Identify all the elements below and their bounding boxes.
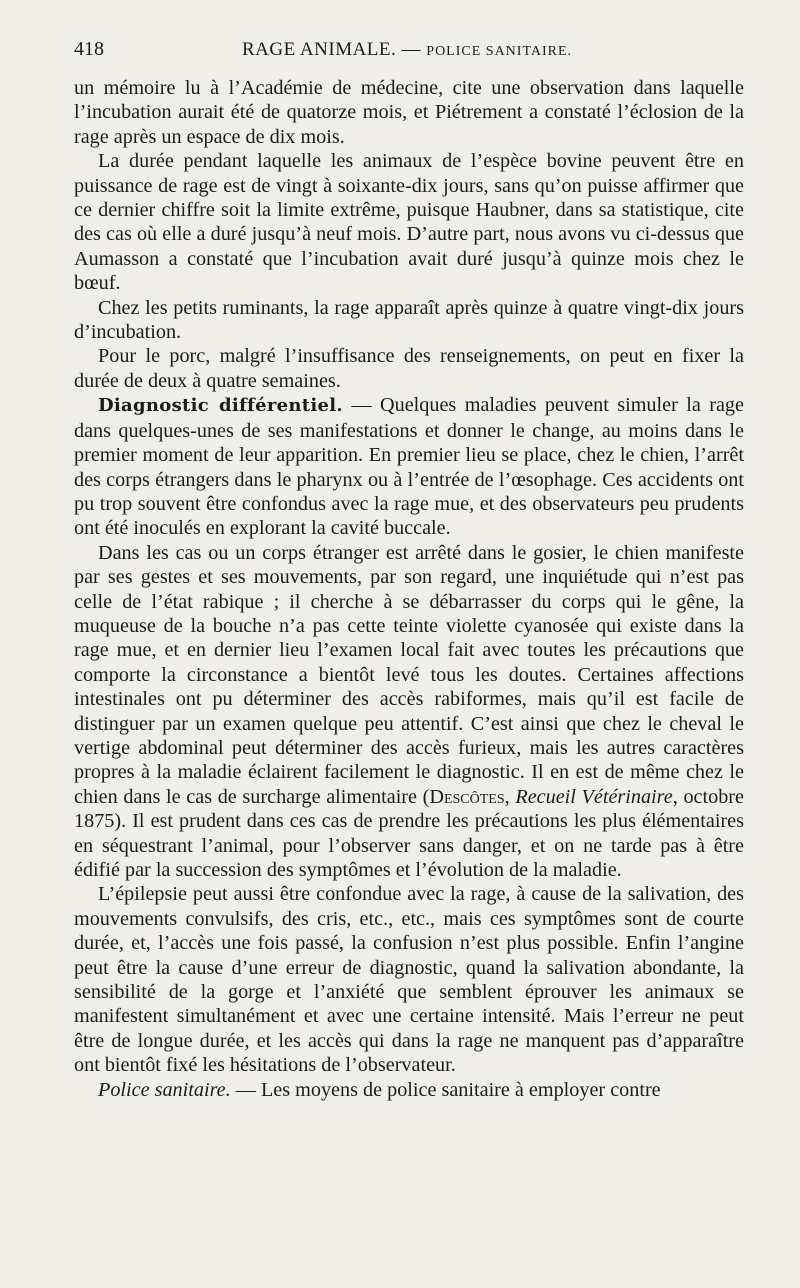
- paragraph-pig: Pour le porc, malgré l’insuffisance des renseignements, on peut en fixer la durée de deux à quatre semaines.: [74, 345, 744, 392]
- paragraph-text: ,: [504, 785, 516, 808]
- section-heading-police: Police sanitaire.: [98, 1078, 231, 1101]
- journal-title: Recueil Vétérinaire: [515, 785, 673, 808]
- paragraph-bovine-incubation: La durée pendant laquelle les animaux de l’espèce bovine peuvent être en puissance de rage est de vingt à soixante-dix jours, sans qu’on puisse affirmer que ce dernier chiffre soit la limite extrême, puisque Haubner, dans sa statistique, cite des cas où elle a duré jusqu’à neuf mois. D’autre part, nous avons vu ci-dessus que Aumasson a constaté que l’incubation avait duré jusqu’à quinze mois chez le bœuf.: [74, 150, 744, 295]
- section-heading-diagnostic: Diagnostic différentiel.: [98, 395, 343, 417]
- running-subtitle: POLICE SANITAIRE.: [426, 44, 573, 59]
- page-number: 418: [74, 38, 104, 60]
- paragraph-text: — Les moyens de police sanitaire à employer contre: [230, 1078, 661, 1101]
- page-header: [74, 38, 744, 72]
- paragraph-continuation: un mémoire lu à l’Académie de médecine, cite une observation dans laquelle l’incubation aurait été de quatorze mois, et Piétrement a constaté l’éclosion de la rage après un espace de dix mois.: [74, 77, 744, 148]
- paragraph-foreign-body: [74, 541, 744, 883]
- running-head: [164, 39, 744, 61]
- paragraph-epilepsy: L’épilepsie peut aussi être confondue avec la rage, à cause de la salivation, des mouvements convulsifs, des cris, etc., etc., mais ces symptômes sont de courte durée, et, l’accès une fois passé, la confusion n’est plus possible. Enfin l’angine peut être la cause d’une erreur de diagnostic, quand la salivation abondante, la sensibilité de la gorge et l’anxiété que semblent éprouver les animaux se manifestent simultanément et avec une certaine intensité. Mais l’erreur ne peut être de longue durée, et les accès qui dans la rage ne manquent pas d’apparaître ont bientôt fixé les hésitations de l’observateur.: [74, 883, 744, 1077]
- author-name: Descôtes: [429, 785, 505, 808]
- paragraph-text: , octobre 1875). Il est prudent dans ces cas de prendre les précautions les plus élémentaires en séquestrant l’animal, pour l’observer sans danger, et on ne tarde pas à être édifié par la succession des symptômes et l’évolution de la maladie.: [74, 785, 744, 881]
- running-title: RAGE ANIMALE.: [242, 39, 397, 60]
- paragraph-police-sanitaire: [74, 1078, 744, 1102]
- paragraph-small-ruminants: Chez les petits ruminants, la rage apparaît après quinze à quatre vingt-dix jours d’incubation.: [74, 296, 744, 344]
- paragraph-differential-diagnosis: [74, 393, 744, 540]
- book-page: [74, 38, 744, 1102]
- running-head-dash: —: [401, 39, 422, 60]
- page-body: [74, 76, 744, 1102]
- paragraph-text: — Quelques maladies peuvent simuler la rage dans quelques-unes de ses manifestations et donner le change, au moins dans le premier moment de leur apparition. En premier lieu se place, chez le chien, l’arrêt des corps étrangers dans le pharynx ou à l’entrée de l’œsophage. Ces accidents ont pu trop souvent être confondus avec la rage mue, et des observateurs peu prudents ont été inoculés en explorant la cavité buccale.: [74, 394, 744, 540]
- paragraph-text: Dans les cas ou un corps étranger est arrêté dans le gosier, le chien manifeste par ses gestes et ses mouvements, par son regard, une inquiétude qui n’est pas celle de l’état rabique ; il cherche à se débarrasser du corps qui le gêne, la muqueuse de la bouche n’a pas cette teinte violette cyanosée qui existe dans la rage mue, et en dernier lieu l’examen local fait avec toutes les précautions que comporte la circonstance a bientôt levé tous les doutes. Certaines affections intestinales ont pu déterminer des accès rabiformes, mais qu’il est facile de distinguer par un examen quelque peu attentif. C’est ainsi que chez le cheval le vertige abdominal peut déterminer des accès furieux, mais les autres caractères propres à la maladie éclairent facilement le diagnostic. Il en est de même chez le chien dans le cas de surcharge alimentaire (: [74, 541, 744, 808]
